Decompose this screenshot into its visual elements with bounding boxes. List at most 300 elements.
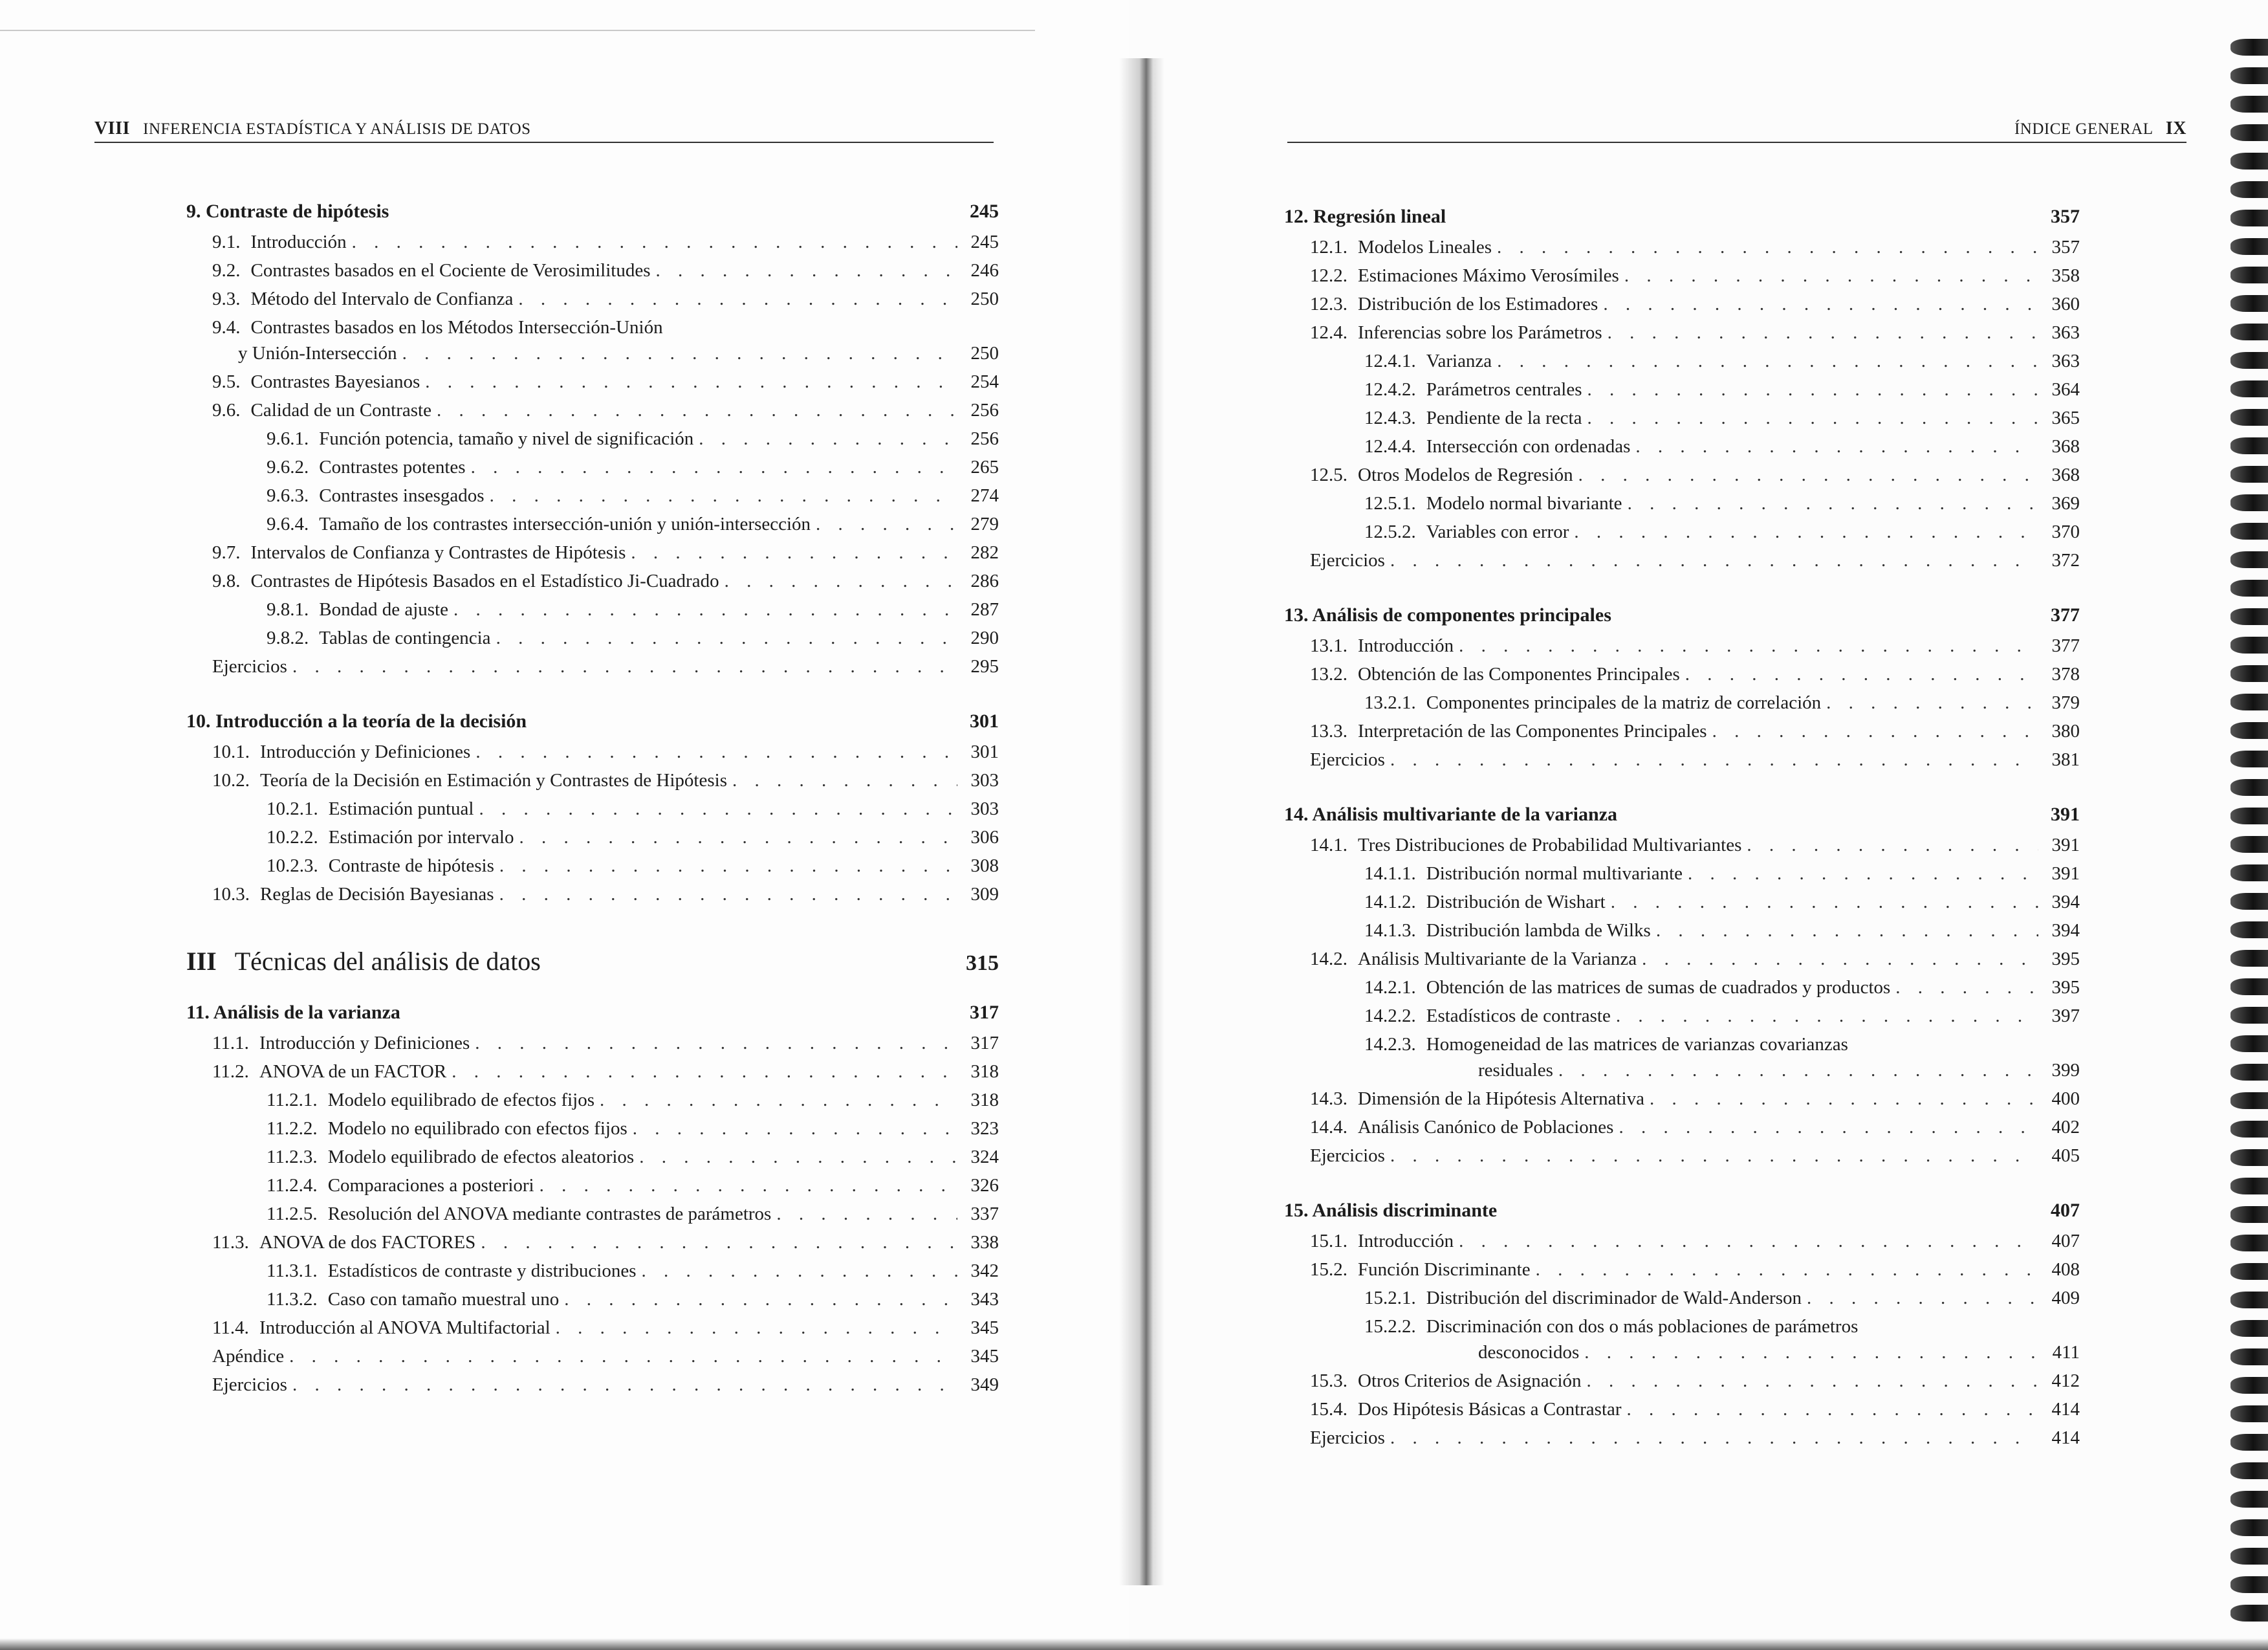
- dot-leader: [631, 542, 957, 564]
- chapter-title: 15. Análisis discriminante: [1284, 1200, 1498, 1221]
- toc-entry-page: 395: [2051, 977, 2080, 998]
- dot-leader: [1536, 1259, 2038, 1281]
- toc-entry-page: 414: [2051, 1399, 2080, 1420]
- dot-leader: [725, 571, 957, 592]
- toc-entry-line: [186, 317, 999, 343]
- spiral-coil: [2230, 779, 2268, 796]
- toc-entry: [1284, 493, 2080, 522]
- spiral-coil: [2230, 1576, 2268, 1593]
- dot-leader: [1656, 920, 2038, 941]
- toc-entry-title: Modelo equilibrado de efectos aleatorios: [327, 1147, 635, 1167]
- chapter-page: 357: [2051, 206, 2080, 227]
- toc-entry-title: Bondad de ajuste: [319, 599, 448, 620]
- dot-leader: [292, 656, 957, 677]
- toc-entry-title: Apéndice: [212, 1346, 285, 1367]
- toc-entry: [1284, 265, 2080, 294]
- dot-leader: [519, 827, 957, 848]
- toc-entry-number: 9.6.3.: [267, 485, 309, 506]
- toc-entry: [1284, 1342, 2080, 1370]
- toc-entry-page: 397: [2051, 1006, 2080, 1026]
- toc-entry: [1284, 1259, 2080, 1288]
- dot-leader: [352, 232, 957, 253]
- toc-entry: [1284, 892, 2080, 920]
- toc-entry: [186, 770, 999, 798]
- toc-entry-title: Distribución normal multivariante: [1426, 863, 1683, 884]
- toc-entry: [1284, 749, 2080, 778]
- toc-entry-title: Tamaño de los contrastes intersección-unión y unión-intersección: [319, 514, 811, 534]
- dot-leader: [1650, 1088, 2038, 1110]
- toc-entry-title: Introducción y Definiciones: [259, 1033, 470, 1053]
- toc-entry-number: 13.2.: [1310, 664, 1347, 685]
- toc-entry: [186, 1090, 999, 1118]
- toc-entry-title: Reglas de Decisión Bayesianas: [260, 884, 494, 905]
- spiral-coil: [2230, 978, 2268, 995]
- dot-leader: [1497, 237, 2038, 258]
- dot-leader: [1459, 1231, 2038, 1252]
- toc-entry-number: 9.7.: [212, 542, 241, 563]
- dot-leader: [496, 628, 957, 649]
- chapter-title: 13. Análisis de componentes principales: [1284, 604, 1611, 626]
- toc-entry-number: 12.3.: [1310, 294, 1347, 314]
- part-page: 315: [966, 951, 999, 975]
- spiral-coil: [2230, 580, 2268, 597]
- toc-entry-title: Estadísticos de contraste y distribuciones: [327, 1260, 637, 1281]
- spiral-coil: [2230, 608, 2268, 625]
- toc-entry-page: 246: [970, 260, 999, 281]
- toc-entry: [186, 232, 999, 260]
- toc-entry-number: 9.5.: [212, 371, 241, 392]
- toc-entry: [1284, 379, 2080, 408]
- spiral-coil: [2230, 1064, 2268, 1081]
- toc-entry: [1284, 863, 2080, 892]
- dot-leader: [1627, 1399, 2038, 1420]
- toc-entry-title: Tablas de contingencia: [319, 628, 491, 648]
- dot-leader: [499, 855, 957, 877]
- dot-leader: [641, 1260, 957, 1282]
- toc-entry-number: 12.5.2.: [1364, 522, 1416, 542]
- toc-entry: [186, 1346, 999, 1374]
- running-title-left: INFERENCIA ESTADÍSTICA Y ANÁLISIS DE DATOS: [143, 120, 531, 138]
- toc-entry: [1284, 920, 2080, 949]
- dot-leader: [1390, 550, 2038, 571]
- toc-entry-title: Variables con error: [1426, 522, 1569, 542]
- chapter-title: 11. Análisis de la varianza: [186, 1002, 400, 1023]
- toc-entry-title: Inferencias sobre los Parámetros: [1358, 322, 1602, 343]
- toc-entry-page: 378: [2051, 664, 2080, 685]
- toc-entry-page: 377: [2051, 635, 2080, 656]
- toc-entry-title: Comparaciones a posteriori: [327, 1175, 534, 1196]
- toc-entry-number: 9.6.: [212, 400, 241, 421]
- toc-entry: [186, 1232, 999, 1260]
- toc-entry: [1284, 351, 2080, 379]
- toc-entry: [186, 457, 999, 485]
- chapter-heading: [1284, 206, 2080, 237]
- spiral-coil: [2230, 409, 2268, 426]
- dot-leader: [425, 371, 957, 393]
- toc-entry: [1284, 977, 2080, 1006]
- folio-left: VIII: [94, 118, 130, 138]
- toc-entry-page: 306: [970, 827, 999, 848]
- dot-leader: [816, 514, 957, 535]
- toc-entry-page: 345: [970, 1317, 999, 1338]
- dot-leader: [564, 1289, 957, 1310]
- toc-entry-title: Contraste de hipótesis: [328, 855, 494, 876]
- chapter-page: 317: [970, 1002, 999, 1023]
- toc-entry: [186, 1260, 999, 1289]
- spiral-coil: [2230, 1092, 2268, 1109]
- dot-leader: [1558, 1060, 2038, 1081]
- toc-entry: [1284, 721, 2080, 749]
- toc-entry-title: Contrastes basados en los Métodos Intersección-Unión: [250, 317, 663, 338]
- toc-entry-page: 282: [970, 542, 999, 563]
- toc-entry: [186, 656, 999, 685]
- toc-entry-number: 15.2.1.: [1364, 1288, 1416, 1308]
- dot-leader: [699, 428, 957, 450]
- toc-entry-page: 303: [970, 770, 999, 791]
- toc-entry-title: Calidad de un Contraste: [250, 400, 431, 421]
- toc-entry-page: 308: [970, 855, 999, 876]
- toc-entry: [186, 514, 999, 542]
- toc-entry-title: Componentes principales de la matriz de correlación: [1426, 692, 1822, 713]
- toc-entry-title: Introducción: [250, 232, 347, 252]
- spiral-coil: [2230, 1605, 2268, 1622]
- toc-right: [1284, 206, 2080, 1456]
- spiral-coil: [2230, 893, 2268, 910]
- spiral-coil: [2230, 864, 2268, 881]
- toc-entry-number: 14.1.1.: [1364, 863, 1416, 884]
- toc-entry-number: 15.4.: [1310, 1399, 1347, 1420]
- toc-entry-title: Contrastes potentes: [319, 457, 466, 478]
- chapter-heading: [186, 1002, 999, 1033]
- toc-entry: [1284, 835, 2080, 863]
- toc-entry-page: 303: [970, 798, 999, 819]
- toc-entry: [186, 798, 999, 827]
- dot-leader: [776, 1204, 957, 1225]
- toc-entry-number: 14.3.: [1310, 1088, 1347, 1109]
- chapter-heading: [1284, 604, 2080, 635]
- spiral-coil: [2230, 1491, 2268, 1508]
- toc-entry-page: 369: [2051, 493, 2080, 514]
- toc-entry-number: 12.4.: [1310, 322, 1347, 343]
- toc-entry: [186, 1289, 999, 1317]
- toc-entry-page: 411: [2052, 1342, 2080, 1363]
- spiral-coil: [2230, 1348, 2268, 1365]
- dot-leader: [556, 1317, 957, 1339]
- toc-entry-page: 357: [2051, 237, 2080, 258]
- toc-entry-title: Resolución del ANOVA mediante contrastes de parámetros: [327, 1204, 772, 1224]
- dot-leader: [292, 1374, 957, 1396]
- toc-entry-title-continued: residuales: [1478, 1060, 1553, 1081]
- running-title-right: ÍNDICE GENERAL: [2014, 120, 2153, 138]
- toc-entry-number: 9.6.1.: [267, 428, 309, 449]
- toc-entry-number: 11.4.: [212, 1317, 249, 1338]
- spiral-coil: [2230, 295, 2268, 312]
- spiral-coil: [2230, 494, 2268, 511]
- toc-entry: [186, 1061, 999, 1090]
- toc-entry-number: 9.6.4.: [267, 514, 309, 534]
- toc-entry: [186, 485, 999, 514]
- toc-entry-page: 365: [2051, 408, 2080, 428]
- spiral-coil: [2230, 466, 2268, 483]
- spiral-coil: [2230, 1320, 2268, 1337]
- spiral-coil: [2230, 181, 2268, 198]
- toc-entry-title: Función potencia, tamaño y nivel de significación: [319, 428, 694, 449]
- toc-entry: [1284, 1231, 2080, 1259]
- toc-entry: [1284, 1399, 2080, 1427]
- spiral-coil: [2230, 1235, 2268, 1251]
- dot-leader: [475, 742, 957, 763]
- spiral-coil: [2230, 1263, 2268, 1280]
- toc-entry-page: 290: [970, 628, 999, 648]
- spiral-coil: [2230, 1007, 2268, 1024]
- toc-entry: [1284, 522, 2080, 550]
- toc-entry-title: Otros Criterios de Asignación: [1358, 1370, 1582, 1391]
- toc-entry-title: Contrastes basados en el Cociente de Verosimilitudes: [250, 260, 651, 281]
- toc-entry-title: Modelo normal bivariante: [1426, 493, 1622, 514]
- toc-entry: [186, 1204, 999, 1232]
- toc-entry: [186, 1374, 999, 1403]
- toc-entry-title: Ejercicios: [1310, 1427, 1385, 1448]
- toc-entry-line: [1284, 1034, 2080, 1060]
- toc-entry-title: Introducción: [1358, 1231, 1454, 1251]
- toc-entry: [1284, 436, 2080, 465]
- dot-leader: [1712, 721, 2038, 742]
- dot-leader: [1390, 1427, 2038, 1449]
- spiral-coil: [2230, 808, 2268, 824]
- toc-entry-page: 318: [970, 1090, 999, 1110]
- toc-entry-page: 323: [970, 1118, 999, 1139]
- toc-entry: [1284, 465, 2080, 493]
- spiral-coil: [2230, 751, 2268, 767]
- spiral-coil: [2230, 437, 2268, 454]
- spiral-coil: [2230, 1548, 2268, 1565]
- toc-entry: [186, 742, 999, 770]
- toc-entry: [186, 542, 999, 571]
- dot-leader: [1497, 351, 2038, 372]
- spiral-coil: [2230, 1206, 2268, 1223]
- toc-entry: [1284, 1088, 2080, 1117]
- toc-entry-title: Ejercicios: [1310, 1145, 1385, 1166]
- toc-entry-page: 399: [2051, 1060, 2080, 1081]
- spiral-coil: [2230, 352, 2268, 369]
- toc-entry-page: 345: [970, 1346, 999, 1367]
- running-head-right: [1287, 118, 2186, 143]
- toc-entry: [186, 428, 999, 457]
- toc-entry-page: 391: [2051, 835, 2080, 855]
- toc-entry-page: 256: [970, 400, 999, 421]
- toc-entry: [1284, 1006, 2080, 1034]
- toc-entry-number: 11.2.2.: [267, 1118, 318, 1139]
- toc-entry-number: 9.3.: [212, 289, 241, 309]
- dot-leader: [1574, 522, 2038, 543]
- toc-entry-page: 364: [2051, 379, 2080, 400]
- toc-entry: [186, 1033, 999, 1061]
- toc-entry-page: 250: [970, 343, 999, 364]
- spiral-coil: [2230, 124, 2268, 141]
- toc-entry-number: 11.3.2.: [267, 1289, 318, 1310]
- toc-entry: [186, 1147, 999, 1175]
- toc-entry-title: Tres Distribuciones de Probabilidad Multivariantes: [1358, 835, 1742, 855]
- toc-entry: [186, 400, 999, 428]
- toc-entry: [1284, 1288, 2080, 1316]
- toc-entry-page: 256: [970, 428, 999, 449]
- spiral-coil: [2230, 722, 2268, 739]
- toc-entry-number: 12.4.4.: [1364, 436, 1416, 457]
- spiral-binding: [2223, 39, 2268, 1618]
- toc-entry-title-continued: y Unión-Intersección: [238, 343, 397, 364]
- toc-entry-title: Modelo no equilibrado con efectos fijos: [327, 1118, 627, 1139]
- toc-entry-number: 11.1.: [212, 1033, 249, 1053]
- toc-entry-page: 317: [970, 1033, 999, 1053]
- toc-entry-number: 9.8.: [212, 571, 241, 591]
- toc-entry-number: 12.4.3.: [1364, 408, 1416, 428]
- dot-leader: [402, 343, 957, 364]
- toc-entry: [186, 855, 999, 884]
- dot-leader: [1587, 408, 2039, 429]
- toc-entry: [186, 343, 999, 371]
- spiral-coil: [2230, 523, 2268, 540]
- spiral-coil: [2230, 1149, 2268, 1166]
- toc-entry-title: Contrastes insesgados: [319, 485, 485, 506]
- toc-entry-number: 9.8.1.: [267, 599, 309, 620]
- toc-entry-number: 14.2.3.: [1364, 1034, 1416, 1055]
- toc-entry-page: 400: [2051, 1088, 2080, 1109]
- toc-entry: [186, 827, 999, 855]
- toc-entry-page: 254: [970, 371, 999, 392]
- chapter-page: 407: [2051, 1200, 2080, 1221]
- dot-leader: [639, 1147, 957, 1168]
- toc-entry-title: Estimaciones Máximo Verosímiles: [1358, 265, 1619, 286]
- dot-leader: [1390, 1145, 2038, 1167]
- toc-entry-title: Ejercicios: [212, 656, 287, 677]
- toc-entry-page: 395: [2051, 949, 2080, 969]
- toc-entry-title: Modelo equilibrado de efectos fijos: [327, 1090, 595, 1110]
- toc-entry-page: 409: [2051, 1288, 2080, 1308]
- spiral-coil: [2230, 1519, 2268, 1536]
- part-heading: [186, 946, 999, 985]
- toc-entry-number: 11.2.: [212, 1061, 249, 1082]
- dot-leader: [453, 599, 957, 621]
- toc-entry-number: 14.2.: [1310, 949, 1347, 969]
- spiral-coil: [2230, 96, 2268, 113]
- dot-leader: [540, 1175, 957, 1196]
- toc-entry-page: 274: [970, 485, 999, 506]
- toc-entry-page: 363: [2051, 351, 2080, 371]
- spiral-coil: [2230, 637, 2268, 654]
- dot-leader: [1608, 322, 2038, 344]
- toc-entry-title: Otros Modelos de Regresión: [1358, 465, 1573, 485]
- spiral-coil: [2230, 694, 2268, 710]
- toc-entry: [186, 371, 999, 400]
- toc-entry-number: 15.2.2.: [1364, 1316, 1416, 1337]
- toc-entry-number: 12.2.: [1310, 265, 1347, 286]
- toc-entry-number: 10.3.: [212, 884, 250, 905]
- toc-entry-line: [1284, 1316, 2080, 1342]
- dot-leader: [1628, 493, 2038, 514]
- toc-entry-number: 15.1.: [1310, 1231, 1347, 1251]
- toc-entry-title: Intervalos de Confianza y Contrastes de Hipótesis: [250, 542, 626, 563]
- dot-leader: [518, 289, 957, 310]
- toc-entry-page: 250: [970, 289, 999, 309]
- toc-entry-page: 343: [970, 1289, 999, 1310]
- toc-entry-title: Análisis Multivariante de la Varianza: [1358, 949, 1637, 969]
- spiral-coil: [2230, 1462, 2268, 1479]
- toc-entry-page: 349: [970, 1374, 999, 1395]
- dot-leader: [1603, 294, 2038, 315]
- toc-entry-number: 14.1.: [1310, 835, 1347, 855]
- dot-leader: [471, 457, 957, 478]
- toc-entry: [186, 571, 999, 599]
- dot-leader: [1895, 977, 2038, 998]
- chapter-heading: [1284, 804, 2080, 835]
- toc-entry-page: 394: [2051, 892, 2080, 912]
- toc-entry: [186, 599, 999, 628]
- toc-entry: [1284, 1117, 2080, 1145]
- toc-entry-title: Estimación puntual: [328, 798, 474, 819]
- toc-entry-page: 368: [2051, 465, 2080, 485]
- toc-entry-title: Parámetros centrales: [1426, 379, 1582, 400]
- dot-leader: [481, 1232, 957, 1253]
- toc-entry-page: 380: [2051, 721, 2080, 742]
- toc-entry-title: Dimensión de la Hipótesis Alternativa: [1358, 1088, 1644, 1109]
- toc-entry-number: 11.3.1.: [267, 1260, 318, 1281]
- toc-entry-number: 11.3.: [212, 1232, 249, 1253]
- toc-entry: [1284, 692, 2080, 721]
- spiral-coil: [2230, 1178, 2268, 1194]
- dot-leader: [1826, 692, 2038, 714]
- toc-entry-number: 11.2.3.: [267, 1147, 318, 1167]
- toc-entry-page: 338: [970, 1232, 999, 1253]
- toc-entry-number: 12.5.: [1310, 465, 1347, 485]
- dot-leader: [1459, 635, 2038, 657]
- toc-entry-title: Interpretación de las Componentes Principales: [1358, 721, 1707, 742]
- dot-leader: [1619, 1117, 2038, 1138]
- spiral-coil: [2230, 324, 2268, 340]
- spiral-coil: [2230, 1405, 2268, 1422]
- spiral-coil: [2230, 210, 2268, 226]
- toc-entry: [1284, 1427, 2080, 1456]
- toc-entry-title: Introducción: [1358, 635, 1454, 656]
- toc-entry: [1284, 322, 2080, 351]
- toc-entry-number: 13.2.1.: [1364, 692, 1416, 713]
- toc-entry: [1284, 294, 2080, 322]
- spiral-coil: [2230, 1121, 2268, 1138]
- toc-entry: [186, 1175, 999, 1204]
- toc-entry-title: Varianza: [1426, 351, 1492, 371]
- toc-entry-page: 368: [2051, 436, 2080, 457]
- toc-entry-number: 12.4.1.: [1364, 351, 1416, 371]
- dot-leader: [1688, 863, 2038, 885]
- toc-left: [186, 201, 999, 1403]
- toc-entry-title: Introducción y Definiciones: [260, 742, 471, 762]
- toc-entry-page: 265: [970, 457, 999, 478]
- toc-entry-title: Distribución de Wishart: [1426, 892, 1606, 912]
- toc-entry: [1284, 635, 2080, 664]
- toc-entry-number: 15.3.: [1310, 1370, 1347, 1391]
- toc-entry-page: 394: [2051, 920, 2080, 941]
- chapter-page: 301: [970, 710, 999, 732]
- chapter-title: 9. Contraste de hipótesis: [186, 201, 389, 222]
- toc-entry: [1284, 664, 2080, 692]
- running-head-left: [94, 118, 994, 143]
- toc-entry-title: Función Discriminante: [1358, 1259, 1531, 1280]
- toc-entry-title: Ejercicios: [1310, 749, 1385, 770]
- toc-entry-page: 402: [2051, 1117, 2080, 1138]
- toc-entry-page: 245: [970, 232, 999, 252]
- toc-entry-page: 379: [2051, 692, 2080, 713]
- toc-entry-page: 301: [970, 742, 999, 762]
- toc-entry-page: 381: [2051, 749, 2080, 770]
